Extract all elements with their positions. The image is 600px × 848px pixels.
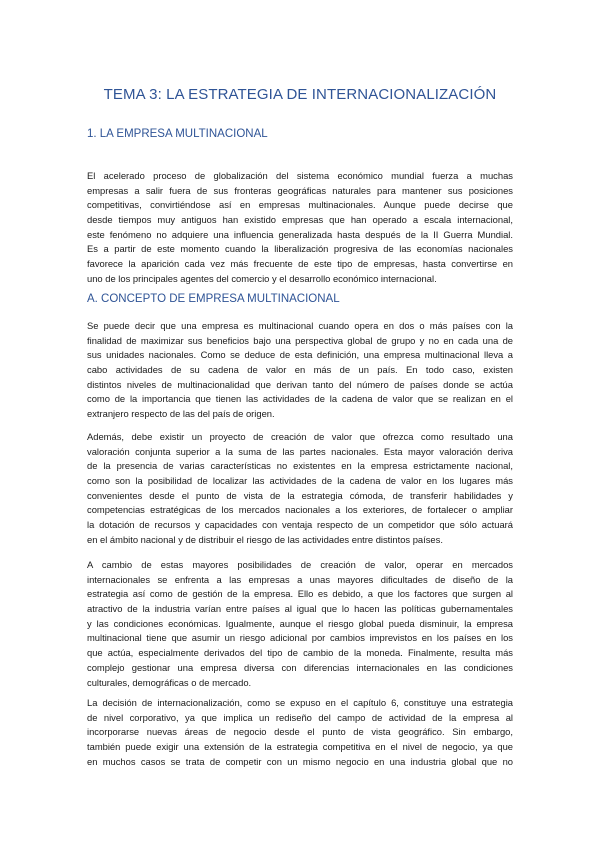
paragraph [87, 169, 513, 287]
text-line: como son la posibilidad de localizar las actividades de la cadena de valor en los lugares más [87, 475, 513, 487]
text-line: internacionales se enfrenta a las empresas a unas mayores dificultades de diseño de la [87, 573, 513, 585]
section-heading: 1. LA EMPRESA MULTINACIONAL [87, 128, 268, 140]
text-line: también puede exigir una extensión de la estrategia competitiva en el nivel de negocio, ya que [87, 741, 513, 753]
text-line: convenientes desde el punto de vista de la estrategia cómoda, de transferir habilidades y [87, 489, 513, 501]
text-line: A cambio de estas mayores posibilidades de creación de valor, operar en mercados [87, 559, 513, 570]
text-line: sus unidades nacionales. Como se deduce de esta definición, una empresa multinacional lleva a [87, 349, 513, 361]
text-line: Se puede decir que una empresa es multinacional cuando opera en dos o más países con la [87, 320, 513, 331]
text-line: Es a partir de este momento cuando la liberalización progresiva de las economías nacionales [87, 243, 513, 255]
paragraph [87, 558, 513, 690]
text-line: estrategia así como de gestión de la empresa. Ello es debido, a que los factores que surgen al [87, 588, 513, 600]
text-line: cabo actividades de su cadena de valor en más de un país. En todo caso, existen [87, 364, 513, 376]
page-title: TEMA 3: LA ESTRATEGIA DE INTERNACIONALIZACIÓN [103, 86, 497, 103]
text-line: valoración conjunta superior a la suma de las partes nacionales. Esta mayor valoración deriva [87, 445, 513, 457]
text-line: La decisión de internacionalización, como se expuso en el capítulo 6, constituye una estrategia [87, 697, 513, 708]
text-line: desde tiempos muy antiguos han existido empresas que han operado a escala internacional, [87, 214, 513, 226]
text-line: incorporarse nuevas áreas de negocio desde el punto de vista geográfico. Sin embargo, [87, 726, 513, 738]
text-line: competencias estratégicas de los mercados nacionales a los exteriores, de fortalecer o ampliar [87, 504, 513, 516]
text-line: la dotación de recursos y capacidades con ventaja respecto de un competidor que sólo actuará [87, 519, 513, 531]
text-line: Además, debe existir un proyecto de creación de valor que ofrezca como resultado una [87, 431, 513, 442]
paragraph [87, 696, 513, 769]
text-line: y las condiciones económicas. Igualmente, aunque el riesgo global pueda disminuir, la empresa [87, 617, 513, 629]
text-line: competitivas, convirtiéndose así en empresas multinacionales. Aunque puede decirse que [87, 199, 513, 211]
paragraph [87, 319, 513, 422]
text-line: este fenómeno no adquiere una influencia generalizada hasta después de la II Guerra Mundial. [87, 228, 513, 240]
text-line: en muchos casos se trata de competir con un mismo negocio en una industria global que no [87, 755, 513, 767]
subsection-heading: A. CONCEPTO DE EMPRESA MULTINACIONAL [87, 293, 340, 305]
text-line: distintos niveles de multinacionalidad que derivan tanto del número de países donde se actúa [87, 378, 513, 390]
paragraph [87, 430, 513, 548]
text-line: El acelerado proceso de globalización del sistema económico mundial fuerza a muchas [87, 170, 513, 181]
text-line: extranjero respecto de las del país de origen. [87, 408, 275, 420]
text-line: atractivo de la industria varían entre países al igual que lo hacen las políticas gubernamentales [87, 603, 513, 615]
text-line: uno de los principales agentes del comercio y el desarrollo económico internacional. [87, 272, 437, 284]
text-line: culturales, demográficas o de mercado. [87, 676, 252, 688]
text-line: de nivel corporativo, ya que implica un rediseño del campo de actividad de la empresa al [87, 711, 513, 723]
text-line: favorece la aparición cada vez más frecuente de este tipo de empresas, hasta convertirse en [87, 258, 513, 270]
text-line: como de la importancia que tienen las actividades de la cadena de valor que se realizan en el [87, 393, 513, 405]
text-line: en el ámbito nacional y de distribuir el riesgo de las actividades entre distintos países. [87, 533, 443, 545]
text-line: complejo gestionar una empresa diversa con diferencias internacionales en las condiciones [87, 661, 513, 673]
text-line: finalidad de maximizar sus beneficios bajo una perspectiva global de grupo y no en cada una de [87, 334, 513, 346]
text-line: de la presencia de varias características no existentes en la empresa estrictamente nacional, [87, 460, 513, 472]
text-line: empresas a salir fuera de sus fronteras geográficas naturales para mantener sus posiciones [87, 184, 513, 196]
text-line: multinacional tiene que asumir un riesgo adicional por cambios imprevistos en los países en los [87, 632, 513, 644]
text-line: que actúa, especialmente derivados del tipo de cambio de la moneda. Finalmente, resulta más [87, 647, 513, 659]
